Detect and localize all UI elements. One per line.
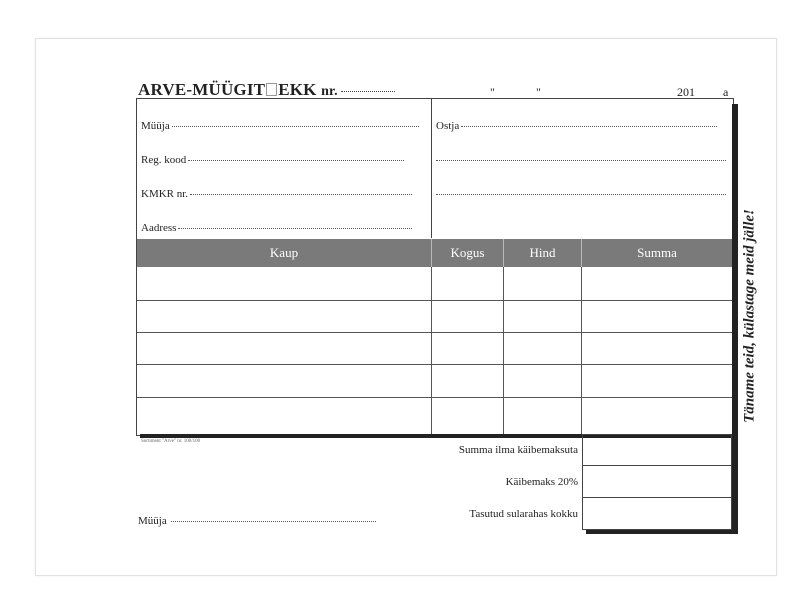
reg-code-line xyxy=(188,160,404,161)
invoice-frame xyxy=(136,98,734,436)
invoice-number-line xyxy=(341,91,395,92)
table-row xyxy=(137,332,732,333)
kmkr-label: KMKR nr. xyxy=(141,188,189,200)
buyer-field xyxy=(436,120,717,132)
table-row xyxy=(137,397,732,398)
seller-field xyxy=(141,120,419,132)
column-header-kogus: Kogus xyxy=(450,245,485,260)
items-table-header xyxy=(137,239,732,267)
buyer-line-2 xyxy=(436,154,726,166)
party-divider xyxy=(431,98,432,238)
totals-divider xyxy=(582,497,732,498)
table-row xyxy=(137,300,732,301)
title-text-end: EKK xyxy=(278,80,317,99)
address-field xyxy=(141,222,412,234)
table-row xyxy=(137,364,732,365)
total-paid-label: Tasutud sularahas kokku xyxy=(469,508,578,520)
thank-you-message: Täname teid, külastage meid jälle! xyxy=(741,209,758,423)
printer-note: Sortiment "Arve" nr. 100/100 xyxy=(141,439,201,444)
column-divider xyxy=(581,267,582,434)
subtotal-label: Summa ilma käibemaksuta xyxy=(458,444,578,456)
seller-label: Müüja xyxy=(141,120,170,132)
column-header-kaup: Kaup xyxy=(269,245,299,260)
date-quote-close: " xyxy=(536,85,541,99)
totals-box xyxy=(582,434,732,530)
column-divider xyxy=(503,267,504,434)
date-year-suffix: a xyxy=(723,85,729,99)
kmkr-line xyxy=(190,194,412,195)
frame-shadow-right xyxy=(732,104,738,434)
missing-glyph-box xyxy=(266,83,277,96)
column-header-summa: Summa xyxy=(637,245,677,260)
reg-code-field xyxy=(141,154,404,166)
signature-label: Müüja xyxy=(138,515,167,527)
date-year-prefix: 201 xyxy=(677,85,695,99)
totals-shadow-bottom xyxy=(586,530,738,534)
vat-label: Käibemaks 20% xyxy=(505,476,578,488)
address-line xyxy=(178,228,412,229)
buyer-line xyxy=(461,126,717,127)
address-label: Aadress xyxy=(141,222,177,234)
column-divider xyxy=(431,267,432,434)
title-text-start: ARVE-MÜÜGIT xyxy=(138,80,266,99)
buyer-label: Ostja xyxy=(436,120,460,132)
invoice-title xyxy=(138,80,395,100)
totals-shadow-right xyxy=(732,434,738,534)
date-quote-open: " xyxy=(490,85,495,99)
signature-line xyxy=(171,521,376,522)
kmkr-field xyxy=(141,188,412,200)
invoice-number-label: nr. xyxy=(321,84,338,99)
seller-line xyxy=(172,126,419,127)
buyer-line-3 xyxy=(436,188,726,200)
column-header-hind: Hind xyxy=(529,245,556,260)
reg-code-label: Reg. kood xyxy=(141,154,187,166)
seller-signature-field xyxy=(138,515,376,527)
totals-divider xyxy=(582,465,732,466)
